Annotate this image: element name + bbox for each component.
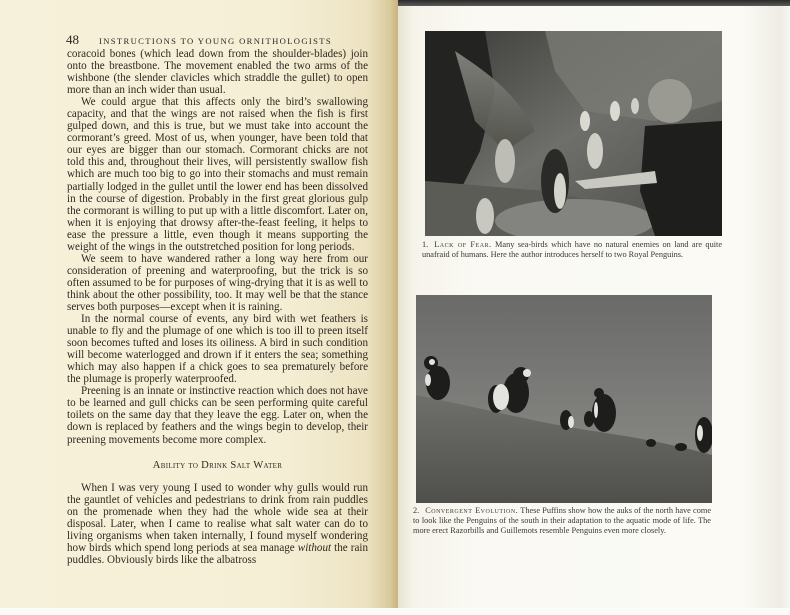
paragraph-text: the rain puddles. Obviously birds like the albatross [67,541,368,566]
plate-number: 2. [413,506,420,515]
puffins-on-grassy-slope-photo [416,295,712,503]
section-heading: Ability to Drink Salt Water [152,459,283,471]
running-head [66,34,366,48]
left-page [0,0,398,608]
page-number: 48 [66,32,79,47]
plate-title: Convergent Evolution. [425,506,519,515]
plate-caption [413,506,711,536]
scan-bottom-edge [0,608,790,615]
body-text [67,48,368,566]
paragraph: We seem to have wandered rather a long way here from our consideration of preening and waterproofing, but the trick is so often assumed to be for purposes of wing-drying that it is as well to think about the other possibility, too. It may well be that the stance serves both purposes—except when it is raining. [67,252,368,313]
paragraph-text: When I was very young I used to wonder why gulls would run the gauntlet of vehicles and pedestrians to drink from rain puddles on the promenade when they had the whole wide sea at their disposal. Later, when I came to realise what salt water can do to living organisms when taken internally, I found myself wondering how birds which spend long periods at sea manage [67,481,368,554]
running-head-title: INSTRUCTIONS TO YOUNG ORNITHOLOGISTS [99,36,332,46]
plate-caption [422,240,722,260]
paragraph: We could argue that this affects only the bird’s swallowing capacity, and that the wings are not raised when the fish is first gulped down, and this is true, but we must take into account the cormorant’s greed. Most of us, when younger, have been told that our eyes are bigger than our stomach. Cormorant chicks are not told this and, throughout their lives, will persistently swallow fish which are much too big to go into their stomachs and must remain partially lodged in the gullet until the lower end has been dissolved in the course of digestion. Probably in the first great glorious gulp the cormorant is willing to put up with a little discomfort. Later on, when it is enjoying that drowsy after-the-feast feeling, it helps to ease the pressure a little, even though it means supporting the weight of the wings in the outstretched position for long periods. [67,96,368,253]
paragraph [67,482,368,566]
woman-with-royal-penguins-photo [425,31,722,236]
paragraph: In the normal course of events, any bird with wet feathers is unable to fly and the plumage of one which is too ill to preen itself soon becomes tufted and loses its oiliness. A bird in such condition will become waterlogged and drown if it enters the sea; something which may also happen if a chick goes to sea prematurely before the plumage is properly waterproofed. [67,313,368,386]
italic-word: without [297,541,332,554]
plate-caption-text: These Puffins show how the auks of the north have come to look like the Penguins of the south in their adaptation to the aquatic mode of life. The more erect Razorbills and Guillemots resemble Penguins even more closely. [413,506,711,535]
paragraph: Preening is an innate or instinctive reaction which does not have to be learned and gull chicks can be seen performing quite careful toilets on the same day that they leave the egg. Later on, when the down is replaced by feathers and the wings begin to develop, their preening movements become more complex. [67,385,368,446]
plate-caption-text: Many sea-birds which have no natural enemies on land are quite unafraid of humans. Here the author introduces herself to two Royal Penguins. [422,240,723,259]
plate-number: 1. [422,240,429,249]
page-edge [780,6,790,608]
paragraph: coracoid bones (which lead down from the shoulder-blades) join onto the breastbone. The movement enabled the two arms of the wishbone (the slender clavicles which straddle the gullet) to open more than an inch wider than usual. [67,48,368,97]
plate-title: Lack of Fear. [434,240,492,249]
